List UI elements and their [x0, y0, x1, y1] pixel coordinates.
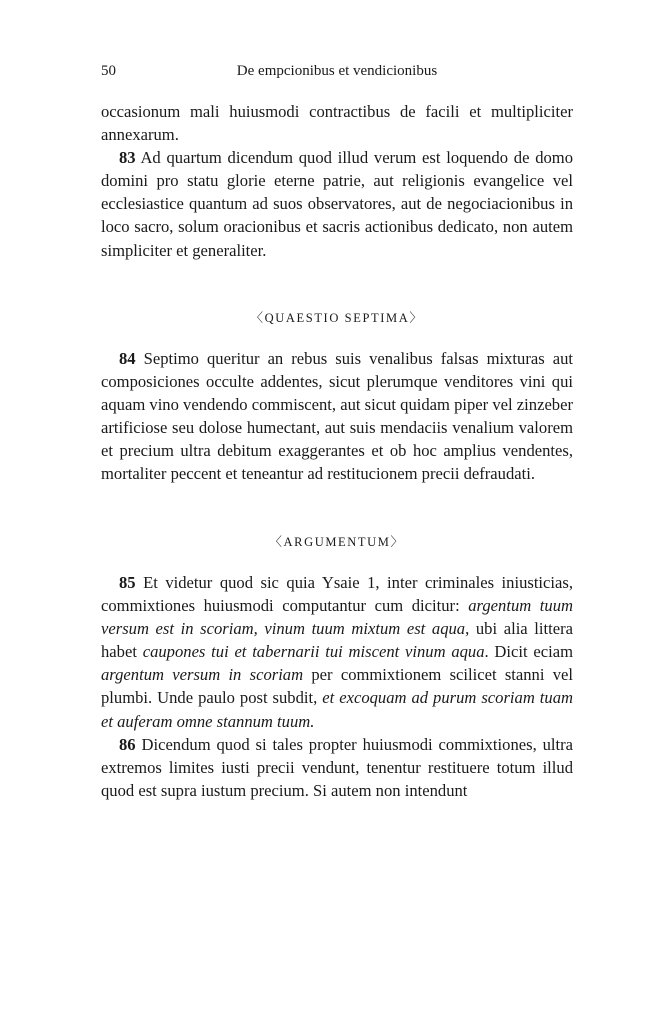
text-block-1: [101, 100, 573, 262]
page-number: 50: [101, 63, 116, 79]
paragraph-number: 86: [119, 734, 136, 754]
paragraph-number: 85: [119, 573, 136, 592]
paragraph-84: [101, 347, 573, 486]
text-block-2: [101, 347, 573, 486]
quotation-italic: argentum versum in scoriam: [101, 665, 304, 685]
paragraph-continued: occasionum mali huiusmodi contractibus de facili et multipliciter annexarum.: [101, 102, 573, 145]
paragraph-85: [101, 571, 573, 733]
paragraph-text: Ad quartum dicendum quod illud verum est loquendo de domo domini pro statu glorie eterne patrie, aut religionis evangelice vel ecclesiastice quantum ad suos observatores, aut de negociacionibus in loco sacro, solum oracionibus et sacris actionibus dedicato, non autem simpliciter et generaliter.: [101, 148, 573, 260]
running-title: De empcionibus et vendicionibus: [236, 63, 438, 79]
paragraph-number: 83: [119, 148, 136, 168]
section-heading-quaestio: 〈QUAESTIO SEPTIMA〉: [250, 311, 424, 325]
quotation-italic: et excoquam ad purum scoriam tuam et auferam omne stannum tuum.: [101, 688, 573, 731]
paragraph-83: [101, 146, 573, 261]
paragraph-text: Et videtur quod sic quia Ysaie 1, inter criminales iniusticias, commixtiones huiusmodi computantur cum dicitur:: [101, 573, 573, 616]
paragraph-text: , ubi alia littera habet: [101, 619, 573, 662]
quotation-italic: caupones tui et tabernarii tui miscent vinum aqua: [142, 642, 485, 662]
section-heading-argumentum: 〈ARGUMENTUM〉: [269, 535, 405, 549]
quotation-italic: argentum tuum versum est in scoriam, vinum tuum mixtum est aqua: [101, 596, 573, 639]
paragraph-text: Dicendum quod si tales propter huiusmodi commixtiones, ultra extremos limites iusti precii vendunt, tenentur restituere totum illud quod est supra iustum precium. Si autem non intendunt: [101, 734, 574, 800]
paragraph-86: [101, 733, 573, 802]
paragraph-number: 84: [119, 349, 136, 368]
paragraph-text: . Dicit eciam: [484, 642, 573, 662]
paragraph-text: per commixtionem scilicet stanni vel plumbi. Unde paulo post subdit,: [101, 665, 574, 708]
paragraph-text: Septimo queritur an rebus suis venalibus falsas mixturas aut composiciones occulte addentes, sicut plerumque venditores vini qui aquam vino vendendo commiscent, aut sicut quidam piper vel zinzeber artificiose seu dolose humectant, aut suis mendaciis venalium valorem et precium ultra debitum exaggerantes et ob hoc amplius vendentes, mortaliter peccent et teneantur ad restitucionem precii defraudati.: [101, 349, 573, 484]
text-block-3: [101, 571, 573, 802]
